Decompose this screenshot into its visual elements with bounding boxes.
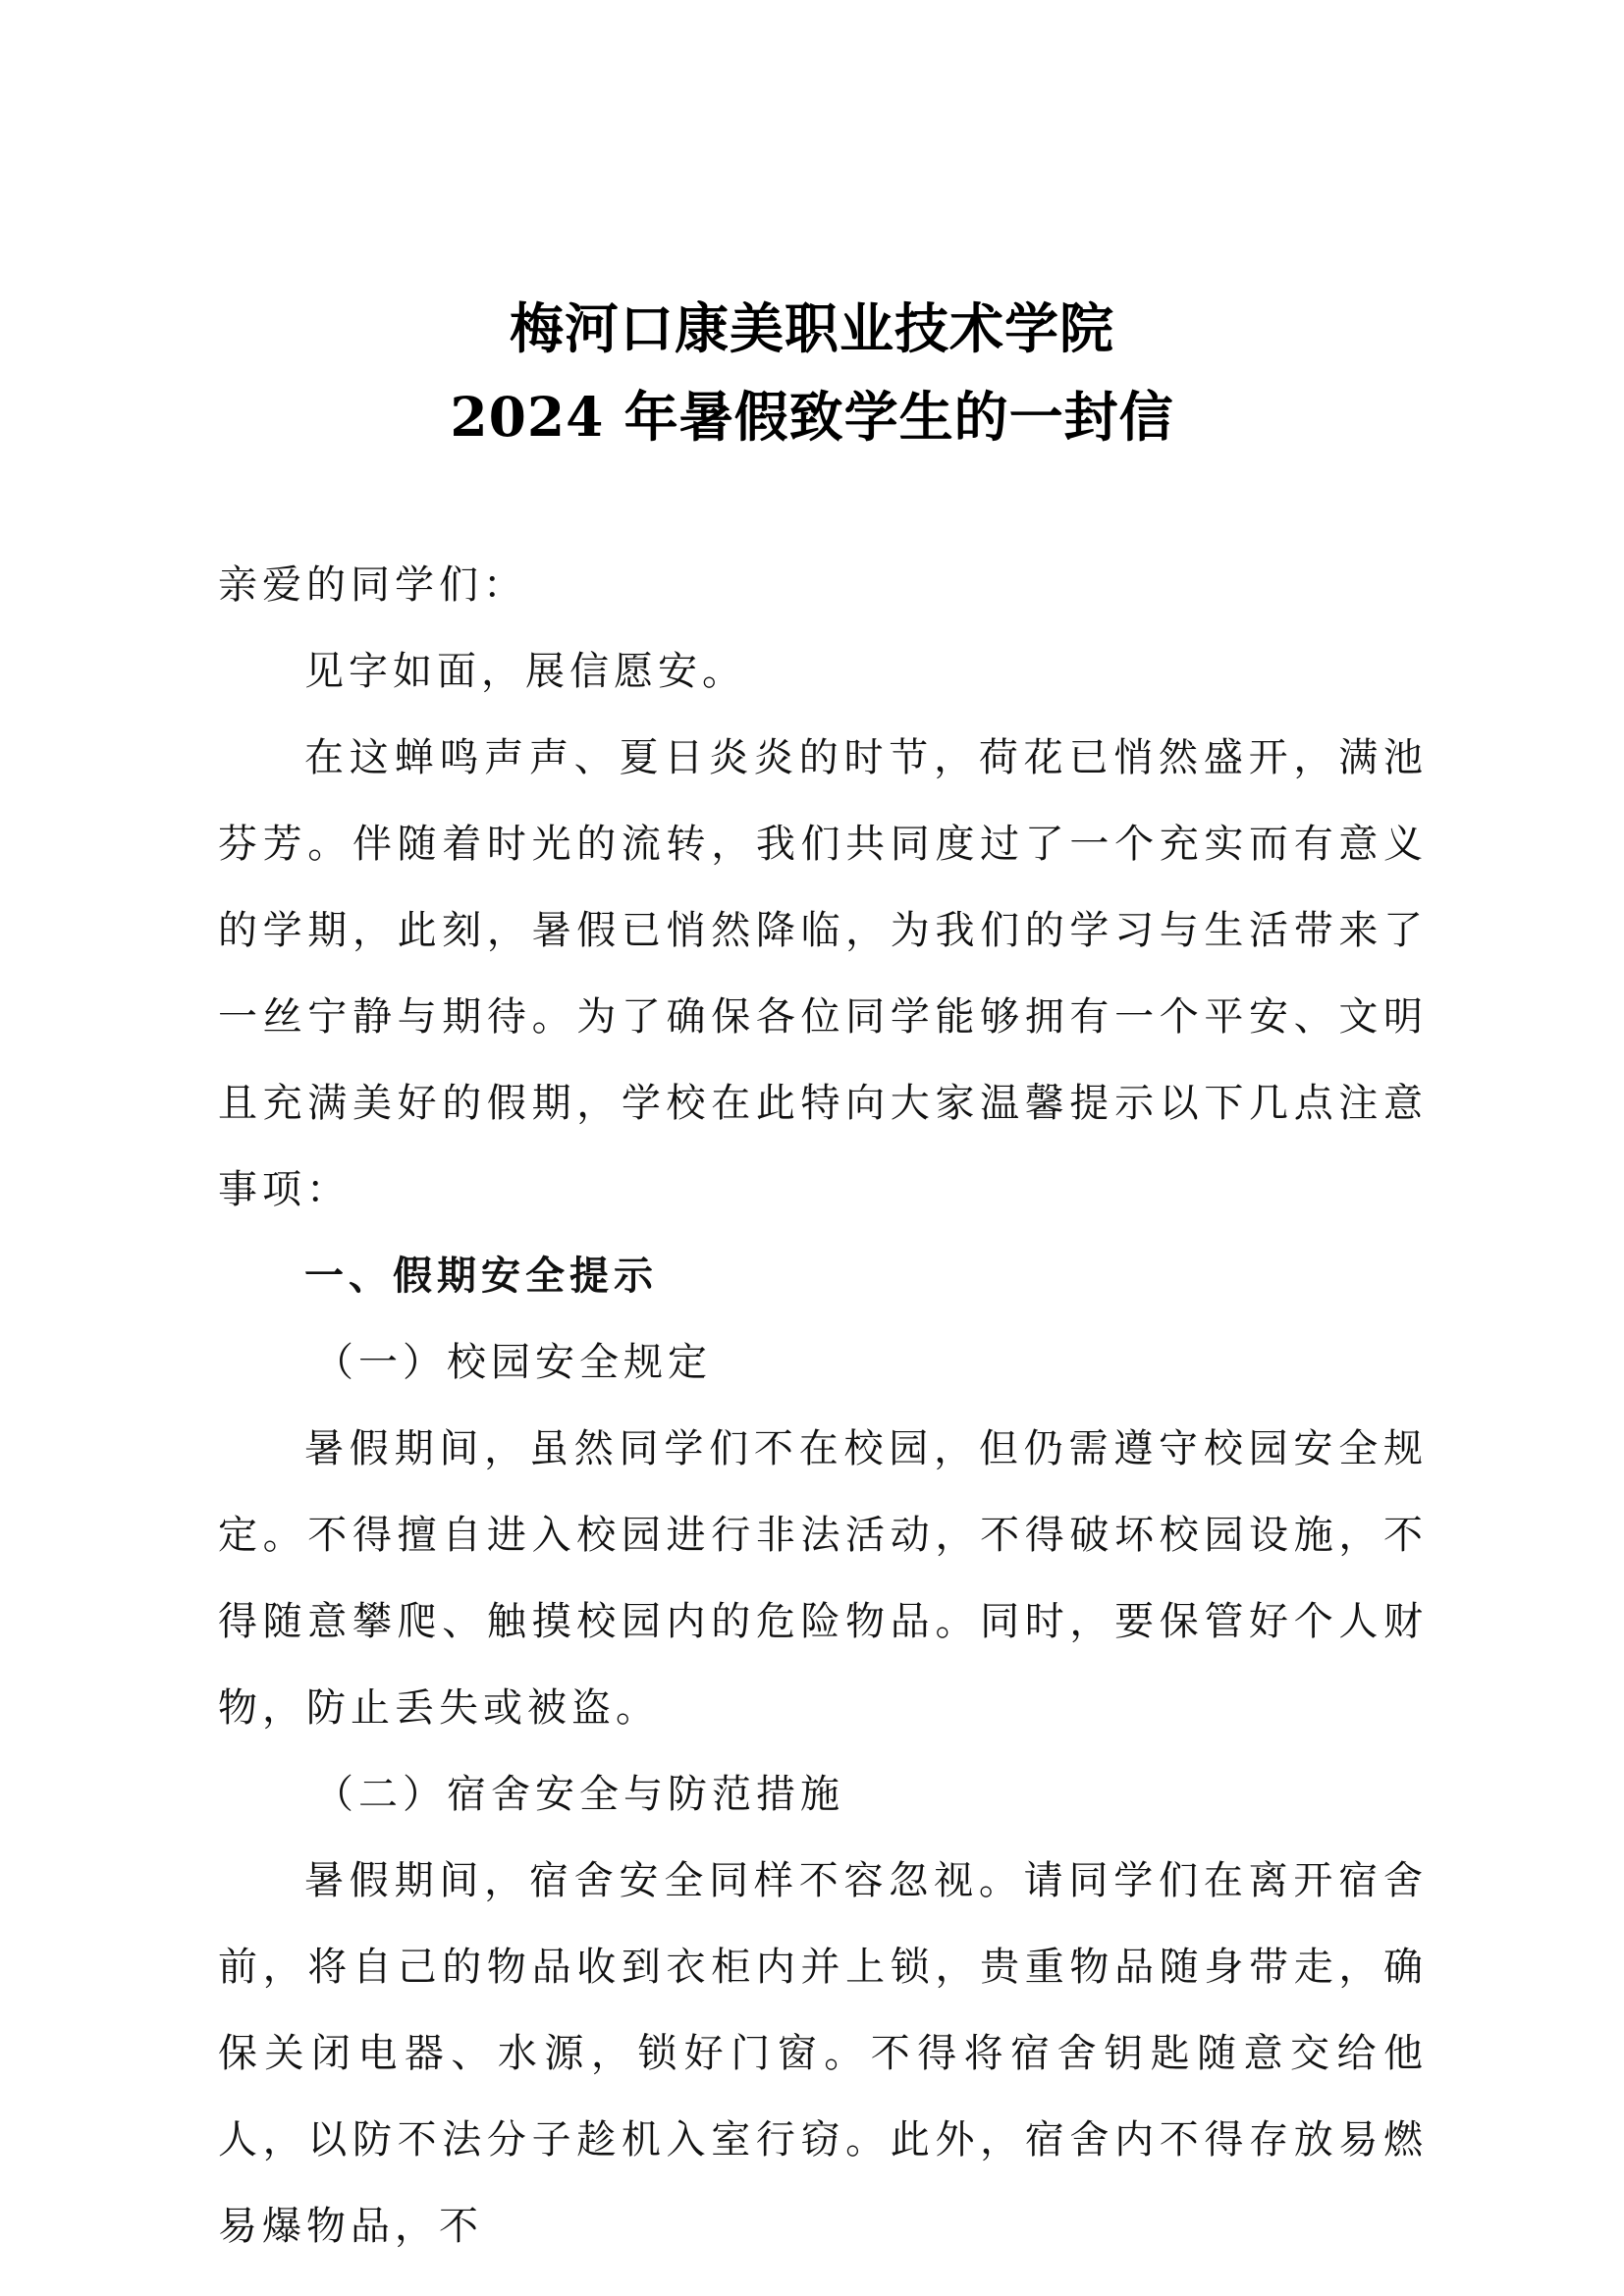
section-heading-safety: 一、假期安全提示 [304,1254,658,1299]
document-title-line2: 2024 年暑假致学生的一封信 [450,385,1174,449]
greeting-paragraph: 见字如面，展信愿安。 [304,649,746,694]
intro-paragraph: 在这蝉鸣声声、夏日炎炎的时节，荷花已悄然盛开，满池芬芳。伴随着时光的流转，我们共同度过了一个充实而有意义的学期，此刻，暑假已悄然降临，为我们的学习与生活带来了一丝宁静与期待。为了确保各位同学能够拥有一个平安、文明且充满美好的假期，学校在此特向大家温馨提示以下几点注意事项： [218,735,1428,1212]
document-title-line1: 梅河口康美职业技术学院 [509,296,1114,360]
letter-body [218,542,1428,2269]
campus-safety-paragraph: 暑假期间，虽然同学们不在校园，但仍需遵守校园安全规定。不得擅自进入校园进行非法活动，不得破坏校园设施，不得随意攀爬、触摸校园内的危险物品。同时，要保管好个人财物，防止丢失或被盗。 [218,1426,1428,1731]
subsection-heading-dormitory: （二）宿舍安全与防范措施 [314,1772,844,1817]
salutation: 亲爱的同学们： [218,562,527,608]
dormitory-safety-paragraph: 暑假期间，宿舍安全同样不容忽视。请同学们在离开宿舍前，将自己的物品收到衣柜内并上锁，贵重物品随身带走，确保关闭电器、水源，锁好门窗。不得将宿舍钥匙随意交给他人，以防不法分子趁机入室行窃。此外，宿舍内不得存放易燃易爆物品，不 [218,1858,1428,2249]
subsection-heading-campus: （一）校园安全规定 [314,1340,712,1385]
